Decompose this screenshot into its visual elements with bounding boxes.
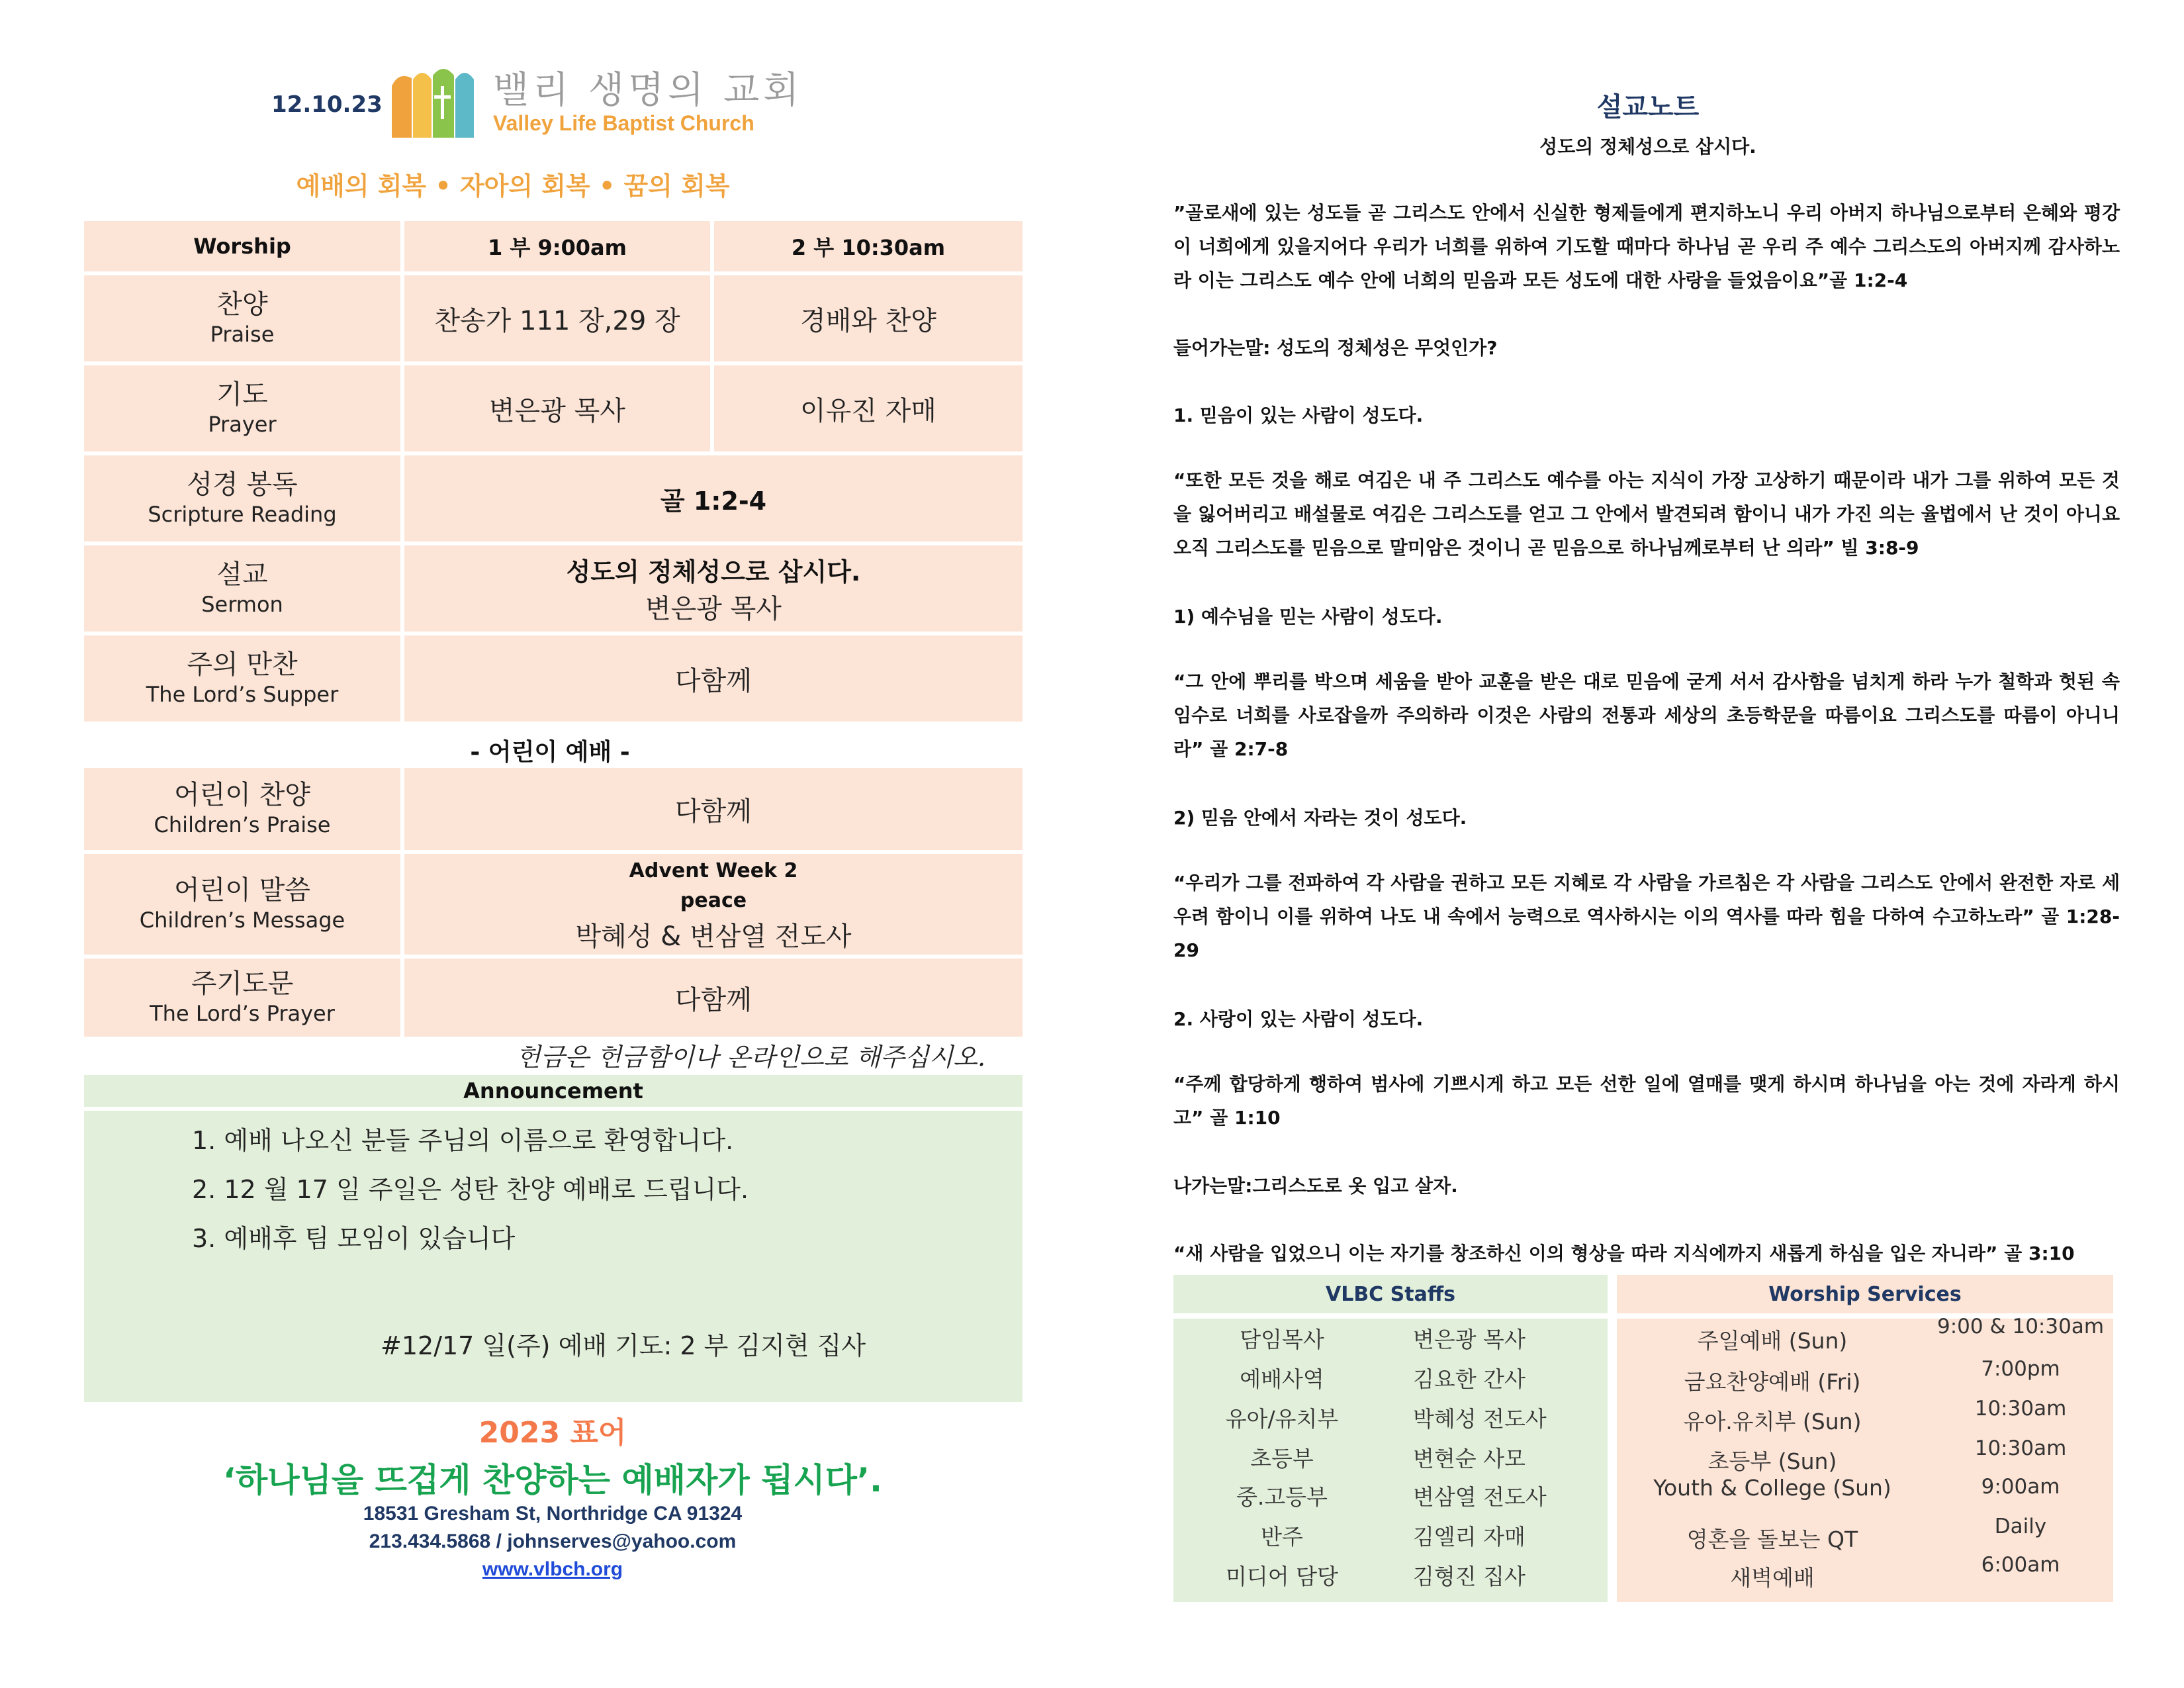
point-1: 1. 믿음이 있는 사람이 성도다. [1173,404,1424,426]
staff-name: 박혜성 전도사 [1413,1406,1547,1432]
verse-4: “주께 합당하게 행하여 범사에 기쁘시게 하고 모든 선한 일에 열매를 맺게 하시며 하나님을 아는 것에 자라게 하시고” 골 1:10 [1173,1073,2120,1129]
praise-first: 찬송가 111 장,29 장 [404,275,710,361]
kids-message-label: 어린이 말씀 Children’s Message [84,854,400,955]
scripture-value: 골 1:2-4 [404,455,1023,541]
service-time: 9:00am [1981,1475,2060,1499]
staff-name: 김요한 간사 [1413,1366,1525,1392]
supper-label: 주의 만찬 The Lord’s Supper [84,635,400,722]
kids-message-value: Advent Week 2 peace 박혜성 & 변삼열 전도사 [404,854,1023,955]
service-name: 금요찬양예배 (Fri) [1684,1369,1861,1395]
church-name-english: Valley Life Baptist Church [493,111,754,135]
sermon-notes-title: 설교노트 [1596,92,1700,122]
lords-prayer-value: 다함께 [404,959,1023,1037]
sermon-value: 성도의 정체성으로 삽시다. 변은광 목사 [404,545,1023,632]
staffs-title: VLBC Staffs [1173,1275,1608,1313]
bulletin-date: 12.10.23 [271,91,383,118]
header-first-service: 1 부 9:00am [404,221,710,271]
staff-role: 유아/유치부 [1225,1406,1339,1432]
service-name: 유아.유치부 (Sun) [1683,1409,1862,1434]
staff-name: 변현순 사모 [1413,1446,1525,1472]
praise-second: 경배와 찬양 [714,275,1023,361]
closing-verse: “새 사람을 입었으니 이는 자기를 창조하신 이의 형상을 따라 지식에까지 새롭게 하심을 입은 자니라” 골 3:10 [1173,1243,2075,1264]
year-theme-title: 2023 표어 [478,1416,627,1450]
services-title: Worship Services [1617,1275,2113,1313]
service-name: 주일예배 (Sun) [1697,1328,1848,1354]
sermon-label: 설교 Sermon [84,545,400,632]
staff-role: 초등부 [1250,1446,1314,1472]
service-name: 새벽예배 [1730,1565,1815,1591]
prayer-label: 기도 Prayer [84,365,400,451]
verse-2: “그 안에 뿌리를 박으며 세움을 받아 교훈을 받은 대로 믿음에 굳게 서서 감사함을 넘치게 하라 누가 철학과 헛된 속임수로 너희를 사로잡을까 주의하라 이것은 사람의 전통과 세상의 초등학문을 따름이요 그리스도를 따름이 아니니라” 골 2:7-8 [1173,671,2120,760]
kids-praise-label: 어린이 찬양 Children’s Praise [84,768,400,850]
service-time: 6:00am [1981,1553,2060,1577]
staff-name: 변은광 목사 [1413,1327,1525,1352]
kids-praise-value: 다함께 [404,768,1023,850]
service-time: Daily [1994,1515,2047,1538]
website-wrapper [0,1558,1105,1581]
service-time: 9:00 & 10:30am [1936,1315,2105,1338]
announcement-item: 2. 12 월 17 일 주일은 성탄 찬양 예배로 드립니다. [192,1175,749,1204]
scripture-label: 성경 봉독 Scripture Reading [84,455,400,541]
offering-note: 헌금은 헌금함이나 온라인으로 해주십시오. [516,1043,986,1072]
sub-point-2: 2) 믿음 안에서 자라는 것이 성도다. [1173,807,1467,829]
website-link[interactable]: www.vlbch.org [482,1558,623,1580]
sub-point-1: 1) 예수님을 믿는 사람이 성도다. [1173,606,1443,628]
staff-role: 미디어 담당 [1226,1564,1338,1589]
announcement-title: Announcement [84,1075,1023,1107]
staff-name: 변삼열 전도사 [1413,1484,1547,1510]
prayer-first: 변은광 목사 [404,365,710,451]
intro-verse: ”골로새에 있는 성도들 곧 그리스도 안에서 신실한 형제들에게 편지하노니 우리 아버지 하나님으로부터 은혜와 평강이 너희에게 있을지어다 우리가 너희를 위하여 기도할 때마다 하나님 곧 우리 주 예수 그리스도의 아버지께 감사하노라 이는 그리스도 예수 안에 너희의 믿음과 모든 성도에 대한 사랑을 들었음이요”골 1:2-4 [1173,202,2120,291]
announcement-item: 1. 예배 나오신 분들 주님의 이름으로 환영합니다. [192,1126,734,1155]
service-name: 초등부 (Sun) [1707,1448,1837,1474]
staff-role: 담임목사 [1240,1327,1324,1352]
services-table [1617,1315,2113,1602]
lords-prayer-label: 주기도문 The Lord’s Prayer [84,959,400,1037]
announcement-box [84,1111,1023,1402]
closing-remarks: 나가는말:그리스도로 옷 입고 살자. [1173,1175,1458,1197]
church-motto: 예배의 회복 • 자아의 회복 • 꿈의 회복 [296,171,730,201]
announcement-item: 3. 예배후 팀 모임이 있습니다 [192,1224,516,1253]
kids-worship-title: - 어린이 예배 - [470,739,630,766]
header-second-service: 2 부 10:30am [714,221,1023,271]
service-time: 10:30am [1974,1397,2067,1421]
service-name: 영혼을 돌보는 QT [1686,1526,1858,1552]
staff-role: 반주 [1261,1524,1303,1550]
church-logo-icon [390,66,483,138]
staff-name: 김엘리 자매 [1413,1524,1525,1550]
verse-3: “우리가 그를 전파하여 각 사람을 권하고 모든 지혜로 각 사람을 가르침은 각 사람을 그리스도 안에서 완전한 자로 세우려 함이니 이를 위하여 나도 내 속에서 능력으로 역사하시는 이의 역사를 따라 힘을 다하여 수고하노라” 골 1:28-29 [1173,872,2120,961]
church-name-korean: 밸리 생명의 교회 [493,69,803,112]
church-address: 18531 Gresham St, Northridge CA 91324 [363,1503,743,1524]
verse-1: “또한 모든 것을 해로 여김은 내 주 그리스도 예수를 아는 지식이 가장 고상하기 때문이라 내가 그를 위하여 모든 것을 잃어버리고 배설물로 여김은 그리스도를 얻고 그 안에서 발견되려 함이니 내가 가진 의는 율법에서 난 것이 아니요 오직 그리스도를 믿음으로 말미암은 것이니 곧 믿음으로 하나님께로부터 난 의라” 빌 3:8-9 [1173,469,2120,559]
supper-value: 다함께 [404,635,1023,722]
prayer-second: 이유진 자매 [714,365,1023,451]
opening-remarks: 들어가는말: 성도의 정체성은 무엇인가? [1173,337,1498,359]
service-name: Youth & College (Sun) [1653,1475,1891,1501]
staff-role: 예배사역 [1240,1366,1324,1392]
year-theme-motto: ‘하나님을 뜨겁게 찬양하는 예배자가 됩시다’. [222,1461,882,1499]
header-worship: Worship [84,221,400,271]
church-contact: 213.434.5868 / johnserves@yahoo.com [369,1530,737,1552]
service-time: 10:30am [1974,1436,2067,1460]
service-time: 7:00pm [1981,1357,2060,1381]
sermon-notes-subtitle: 성도의 정체성으로 삽시다. [1539,136,1756,158]
staffs-table [1173,1319,1608,1602]
prayer-schedule-note: #12/17 일(주) 예배 기도: 2 부 김지현 집사 [381,1331,866,1360]
staff-role: 중.고등부 [1236,1484,1328,1510]
point-2: 2. 사랑이 있는 사람이 성도다. [1173,1008,1424,1030]
staff-name: 김형진 집사 [1413,1564,1525,1589]
praise-label: 찬양 Praise [84,275,400,361]
